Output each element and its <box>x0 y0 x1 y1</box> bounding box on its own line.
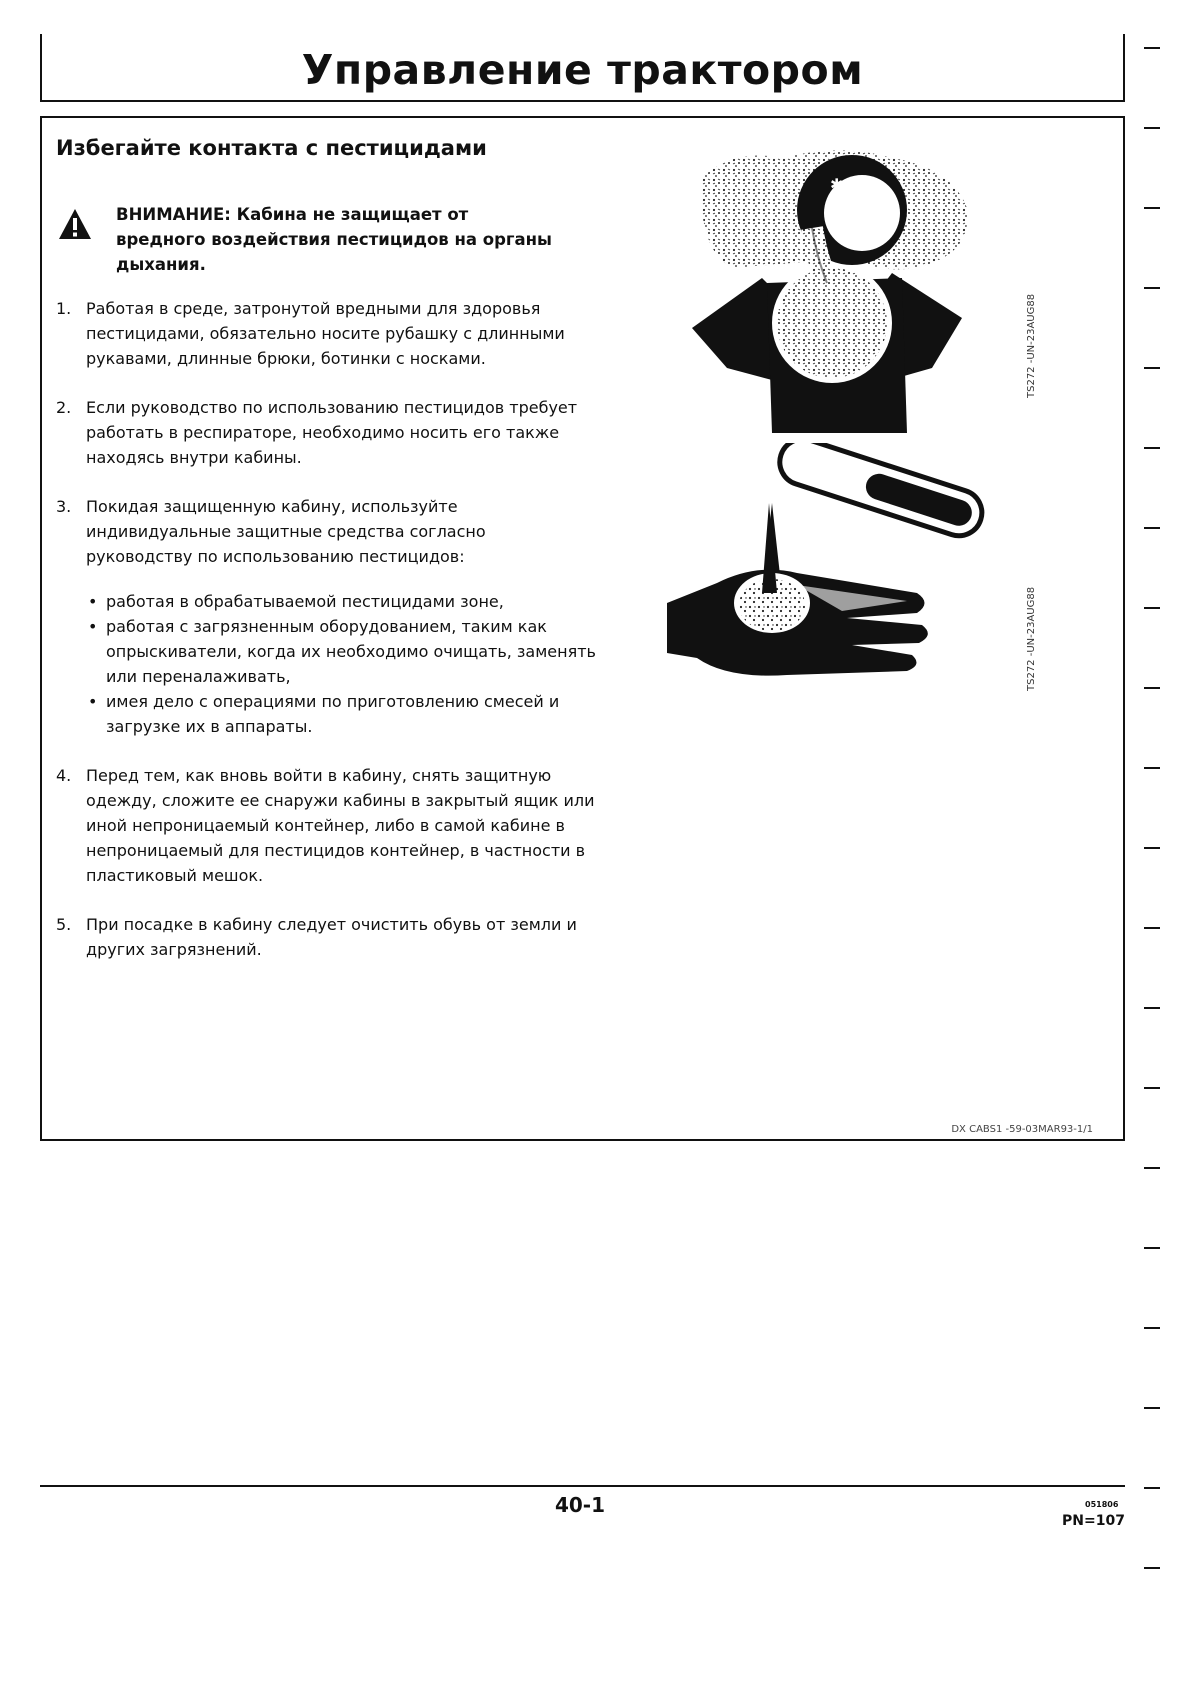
footer-pn: PN=107 <box>1062 1513 1125 1529</box>
list-item <box>56 296 596 371</box>
figure-code-1: TS272 -UN-23AUG88 <box>1026 293 1037 398</box>
item-text: Работая в среде, затронутой вредными для здоровья пестицидами, обязательно носите рубашку с длинными рукавами, длинные брюки, ботинки с носками. <box>86 299 565 368</box>
bullet-item: • работая с загрязненным оборудованием, таким как опрыскиватели, когда их необходимо очищать, заменять или переналаживать, <box>86 614 596 689</box>
item-text: Если руководство по использованию пестицидов требует работать в респираторе, необходимо носить его также находясь внутри кабины. <box>86 398 578 467</box>
list-item <box>56 494 596 739</box>
content-frame <box>40 116 1125 1141</box>
section-title: Избегайте контакта с пестицидами <box>56 136 487 160</box>
item-number: 1. <box>56 299 72 318</box>
margin-tick-marks <box>1142 40 1166 1640</box>
figure-code-2: TS272 -UN-23AUG88 <box>1026 586 1037 691</box>
page-title-box <box>40 34 1125 102</box>
footer-divider <box>40 1485 1125 1487</box>
warning-triangle-icon <box>58 208 92 240</box>
bullet-item: • работая в обрабатываемой пестицидами зоне, <box>86 589 596 614</box>
item-number: 5. <box>56 915 72 934</box>
instructions-list <box>56 296 596 986</box>
skin-contact-illustration <box>667 443 987 693</box>
page-number: 40-1 <box>554 1493 606 1517</box>
inhalation-illustration <box>692 138 992 433</box>
svg-text:✱: ✱ <box>830 175 844 194</box>
item-text: При посадке в кабину следует очистить обувь от земли и других загрязнений. <box>86 915 577 959</box>
list-item <box>56 395 596 470</box>
item-text: Покидая защищенную кабину, используйте индивидуальные защитные средства согласно руководству по использованию пестицидов: <box>86 497 486 566</box>
bullet-item: • имея дело с операциями по приготовлению смесей и загрузке их в аппараты. <box>86 689 596 739</box>
warning-text: ВНИМАНИЕ: Кабина не защищает от вредного воздействия пестицидов на органы дыхания. <box>116 205 552 274</box>
list-item <box>56 763 596 888</box>
page-title: Управление трактором <box>301 46 864 94</box>
module-code: DX CABS1 -59-03MAR93-1/1 <box>951 1124 1093 1135</box>
list-item <box>56 912 596 962</box>
bullet-list <box>86 589 596 739</box>
item-number: 3. <box>56 497 72 516</box>
item-number: 2. <box>56 398 72 417</box>
item-number: 4. <box>56 766 72 785</box>
item-text: Перед тем, как вновь войти в кабину, снять защитную одежду, сложите ее снаружи кабины в закрытый ящик или иной непроницаемый контейнер, либо в самой кабине в непроницаемый для пестицидов контейнер, в частности в пластиковый мешок. <box>86 766 595 885</box>
footer-small-code: 051806 <box>1085 1500 1119 1509</box>
